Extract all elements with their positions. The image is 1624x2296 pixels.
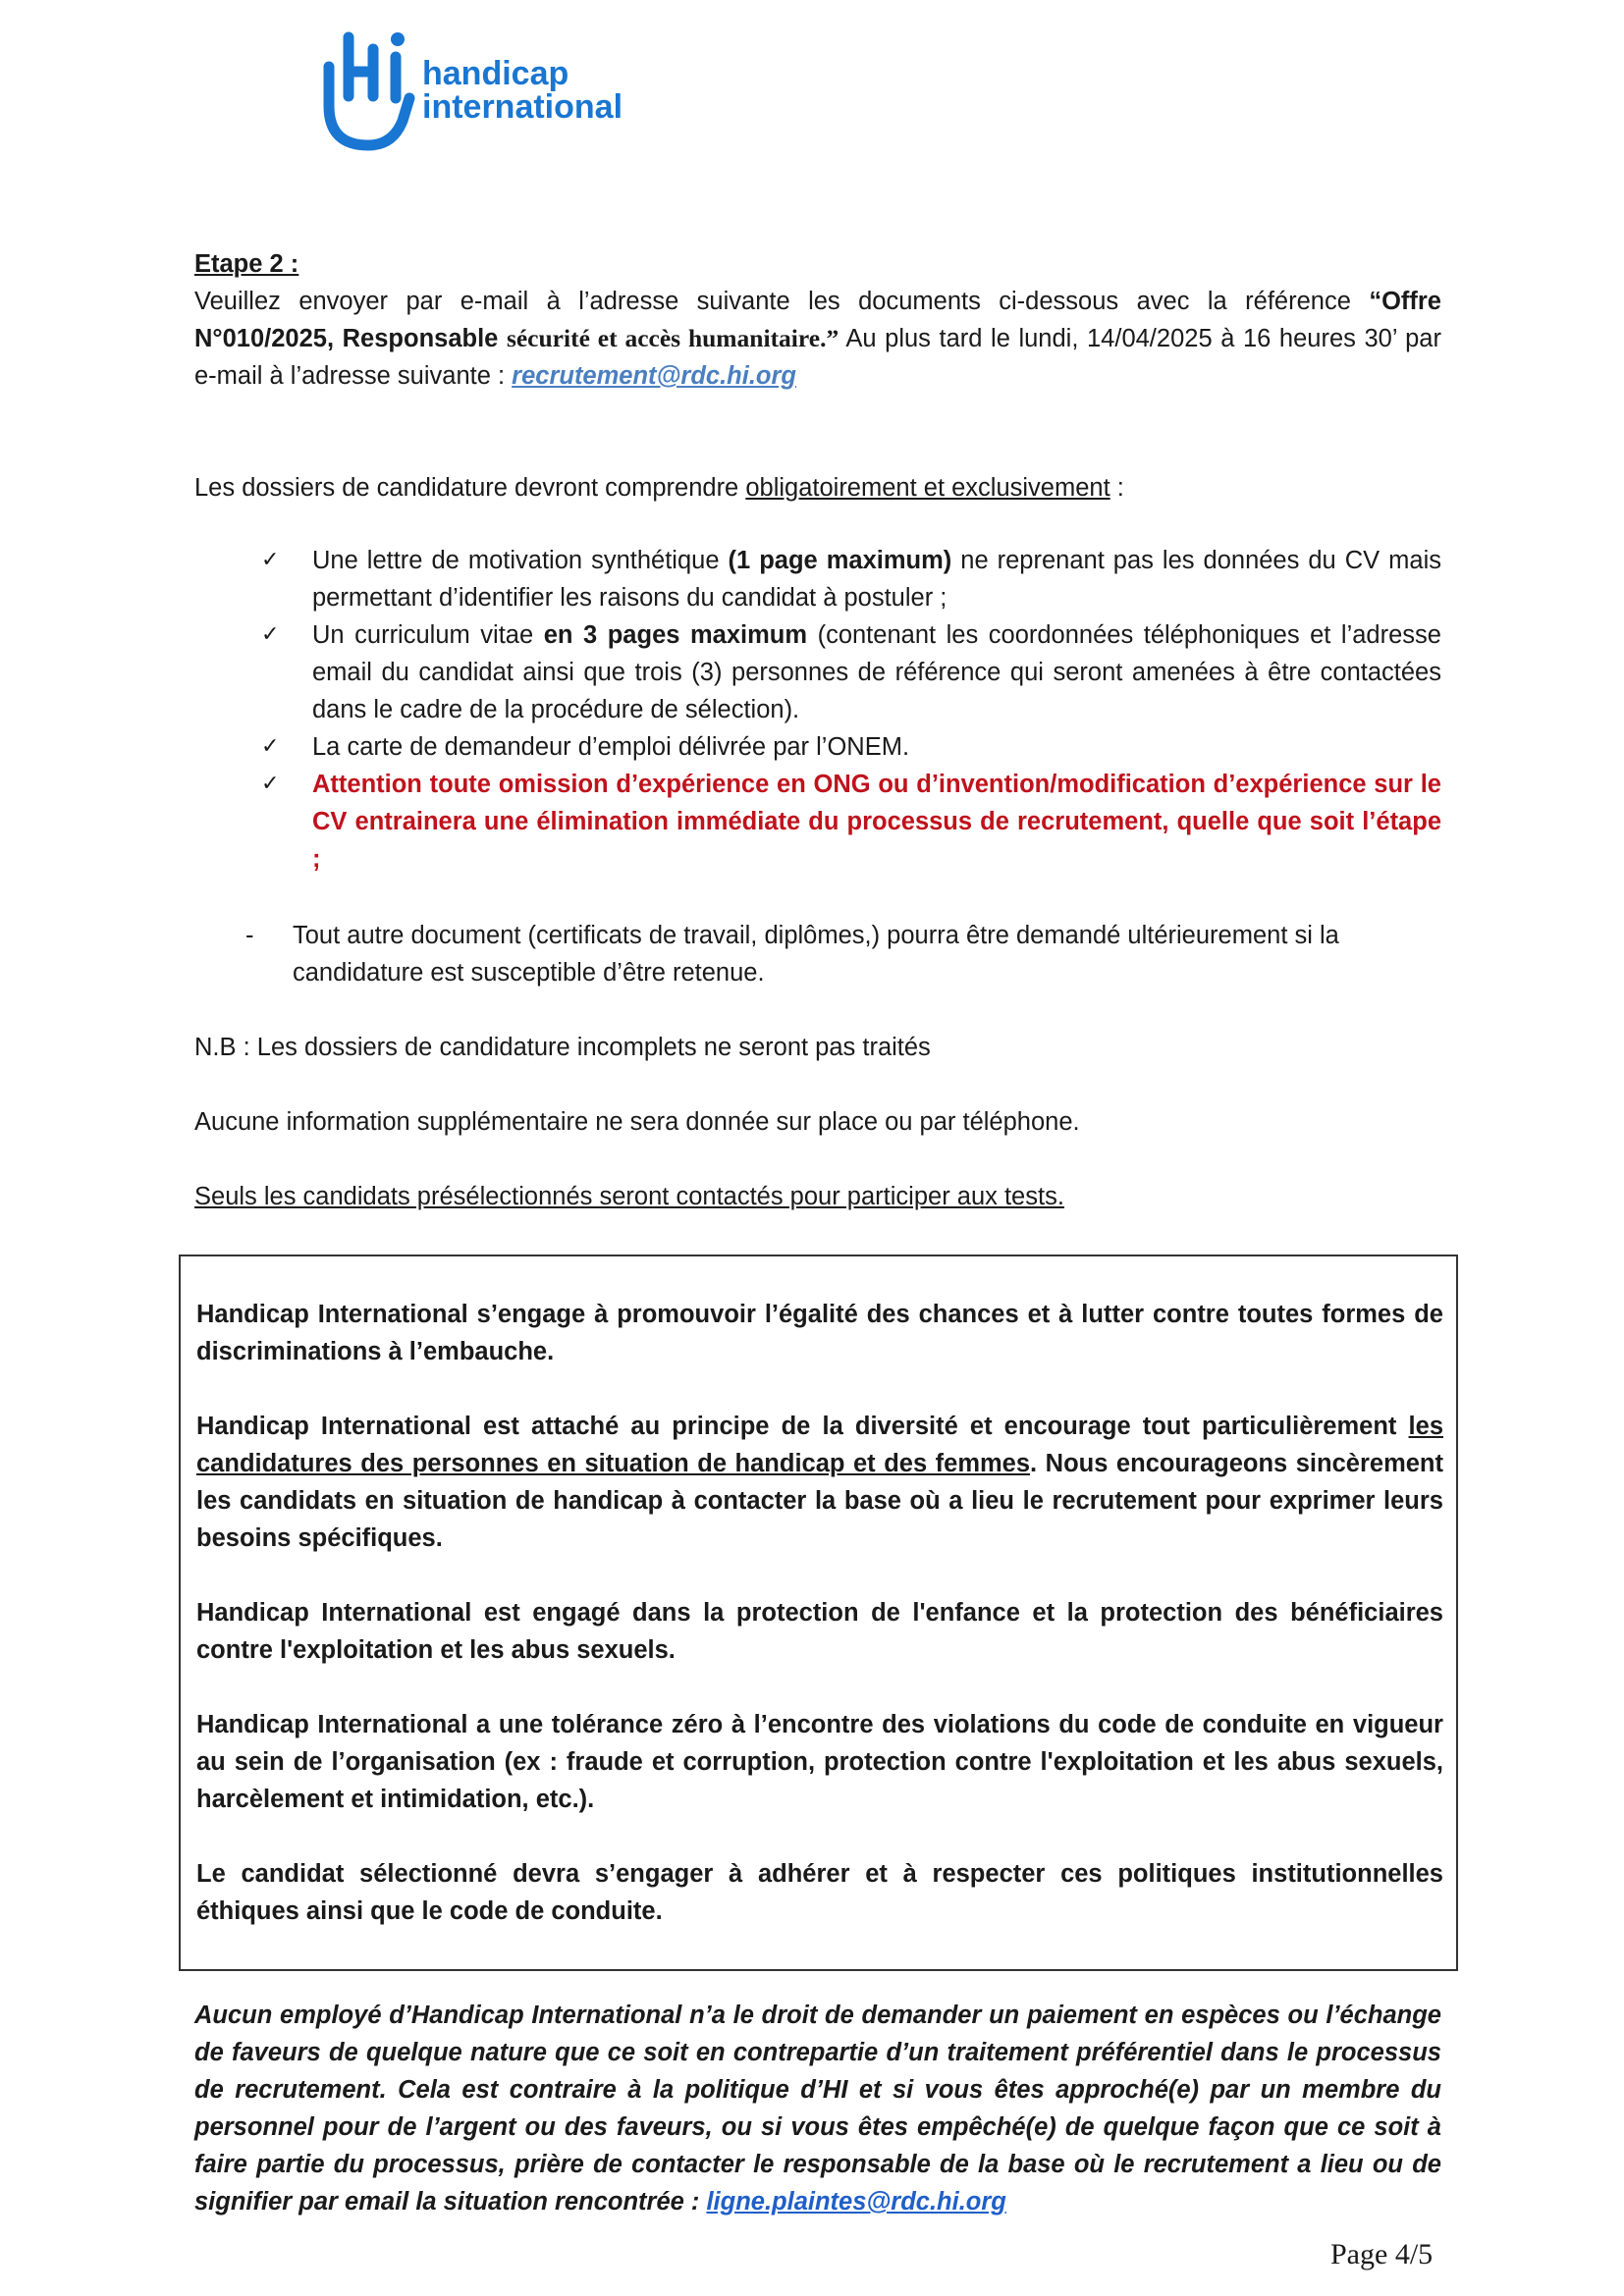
complaints-email-link[interactable]: ligne.plaintes@rdc.hi.org <box>706 2188 1006 2216</box>
policy-equal-opportunity: Handicap International s’engage à promouvoir l’égalité des chances et à lutter contre toutes formes de discriminations à l’embauche. <box>196 1301 1443 1365</box>
other-documents <box>194 917 1441 991</box>
item2-text-c: (contenant les coordonnées téléphoniques et l’adresse email du candidat ainsi que trois (3) personnes de référence qui seront amenées à être contactées dans le cadre de la procédure de sélection). <box>312 621 1441 723</box>
warning-text: Attention toute omission d’expérience en ONG ou d’invention/modification d’expérience sur le CV entrainera une élimination immédiate du processus de recrutement, quelle que soit l’étape ; <box>312 771 1441 873</box>
dossiers-intro-b: : <box>1110 474 1124 502</box>
shortlist-note <box>194 1178 1441 1215</box>
step-reference-bold: Offre N°010/2025, Responsable <box>194 288 1441 352</box>
other-documents-item <box>194 917 1441 991</box>
page-number: Page 4/5 <box>1330 2238 1434 2270</box>
no-info-text: Aucune information supplémentaire ne sera donnée sur place ou par téléphone. <box>194 1108 1080 1136</box>
step-reference-serif: sécurité et accès humanitaire.” <box>506 324 839 352</box>
policy-child-protection: Handicap International est engagé dans la protection de l'enfance et la protection des bénéficiaires contre l'exploitation et les abus sexuels. <box>196 1599 1443 1664</box>
policy-diversity-underlined: les candidatures des personnes en situation de handicap et des femmes <box>196 1413 1443 1477</box>
dossiers-intro <box>194 469 1441 507</box>
item1-text-c: ne reprenant pas les données du CV mais permettant d’identifier les raisons du candidat à postuler ; <box>312 547 1442 612</box>
step-ref-open-quote: “ <box>1369 288 1382 315</box>
check-icon: ✓ <box>261 734 280 759</box>
requirement-item-onem-card <box>194 728 1441 766</box>
footer-text: Aucun employé d’Handicap International n’a le droit de demander un paiement en espèces ou l’échange de faveurs de quelque nature que ce soit en contrepartie d’un traitement préférentiel dans le processus de recrutement. Cela est contraire à la politique d’HI et si vous êtes approché(e) par un membre du personnel pour de l’argent ou des faveurs, ou si vous êtes empêché(e) de quelque façon que ce soit à faire partie du processus, prière de contacter le responsable de la base où le recrutement a lieu ou de signifier par email la situation rencontrée : <box>194 2002 1441 2216</box>
requirement-item-cv <box>194 616 1441 728</box>
check-icon: ✓ <box>261 772 280 796</box>
no-info-note <box>194 1103 1441 1141</box>
dossiers-section <box>194 469 1441 507</box>
footer-notice <box>194 1997 1441 2220</box>
handicap-international-logo <box>319 27 653 155</box>
shortlist-text: Seuls les candidats présélectionnés seront contactés pour participer aux tests. <box>194 1183 1064 1210</box>
dossiers-intro-a: Les dossiers de candidature devront comprendre <box>194 474 746 502</box>
step-text-b: Au plus tard le lundi, 14/04/2025 à 16 heures 30’ par e-mail à l’adresse suivante : <box>194 325 1441 390</box>
nb-note <box>194 1029 1441 1066</box>
step-text-a: Veuillez envoyer par e-mail à l’adresse suivante les documents ci-dessous avec la référence <box>194 288 1370 315</box>
dash-bullet: - <box>245 922 254 949</box>
hi-hand-logo-icon <box>319 27 731 155</box>
other-documents-text: Tout autre document (certificats de travail, diplômes,) pourra être demandé ultérieurement si la candidature est susceptible d’être retenue. <box>293 922 1339 987</box>
requirements-list <box>0 542 1441 878</box>
step-heading: Etape 2 : <box>194 250 299 278</box>
item1-text-a: Une lettre de motivation synthétique <box>312 547 729 574</box>
policy-diversity <box>196 1408 1443 1557</box>
footer-notice-text <box>194 1997 1441 2220</box>
policy-diversity-a: Handicap International est attaché au principe de la diversité et encourage tout particulièrement <box>196 1413 1409 1440</box>
check-icon: ✓ <box>261 548 280 572</box>
item1-text-bold: (1 page maximum) <box>728 547 952 574</box>
item2-text-bold: en 3 pages maximum <box>543 621 808 649</box>
policy-box-content <box>196 1296 1443 1930</box>
policy-box <box>179 1255 1458 1971</box>
step-section <box>194 245 1441 395</box>
check-icon: ✓ <box>261 622 280 647</box>
nb-text: N.B : Les dossiers de candidature incomplets ne seront pas traités <box>194 1034 931 1061</box>
logo-text-handicap: handicap <box>422 55 569 92</box>
dossiers-intro-underlined: obligatoirement et exclusivement <box>745 474 1110 502</box>
policy-commitment: Le candidat sélectionné devra s’engager à adhérer et à respecter ces politiques institutionnelles éthiques ainsi que le code de conduite. <box>196 1860 1443 1925</box>
policy-diversity-b: . Nous encourageons sincèrement les candidats en situation de handicap à contacter la base où a lieu le recrutement pour exprimer leurs besoins spécifiques. <box>196 1450 1443 1552</box>
step-paragraph <box>194 283 1441 395</box>
item3-text: La carte de demandeur d’emploi délivrée par l’ONEM. <box>312 733 910 761</box>
policy-zero-tolerance: Handicap International a une tolérance zéro à l’encontre des violations du code de conduite en vigueur au sein de l’organisation (ex : fraude et corruption, protection contre l'exploitation et les abus sexuels, harcèlement et intimidation, etc.). <box>196 1711 1443 1813</box>
requirement-item-letter <box>194 542 1441 616</box>
requirements-list-wrap <box>194 542 1441 878</box>
item2-text-a: Un curriculum vitae <box>312 621 544 649</box>
requirement-item-warning <box>194 766 1441 878</box>
logo-text-international: international <box>422 88 623 126</box>
recruitment-email-link[interactable]: recrutement@rdc.hi.org <box>512 362 796 390</box>
